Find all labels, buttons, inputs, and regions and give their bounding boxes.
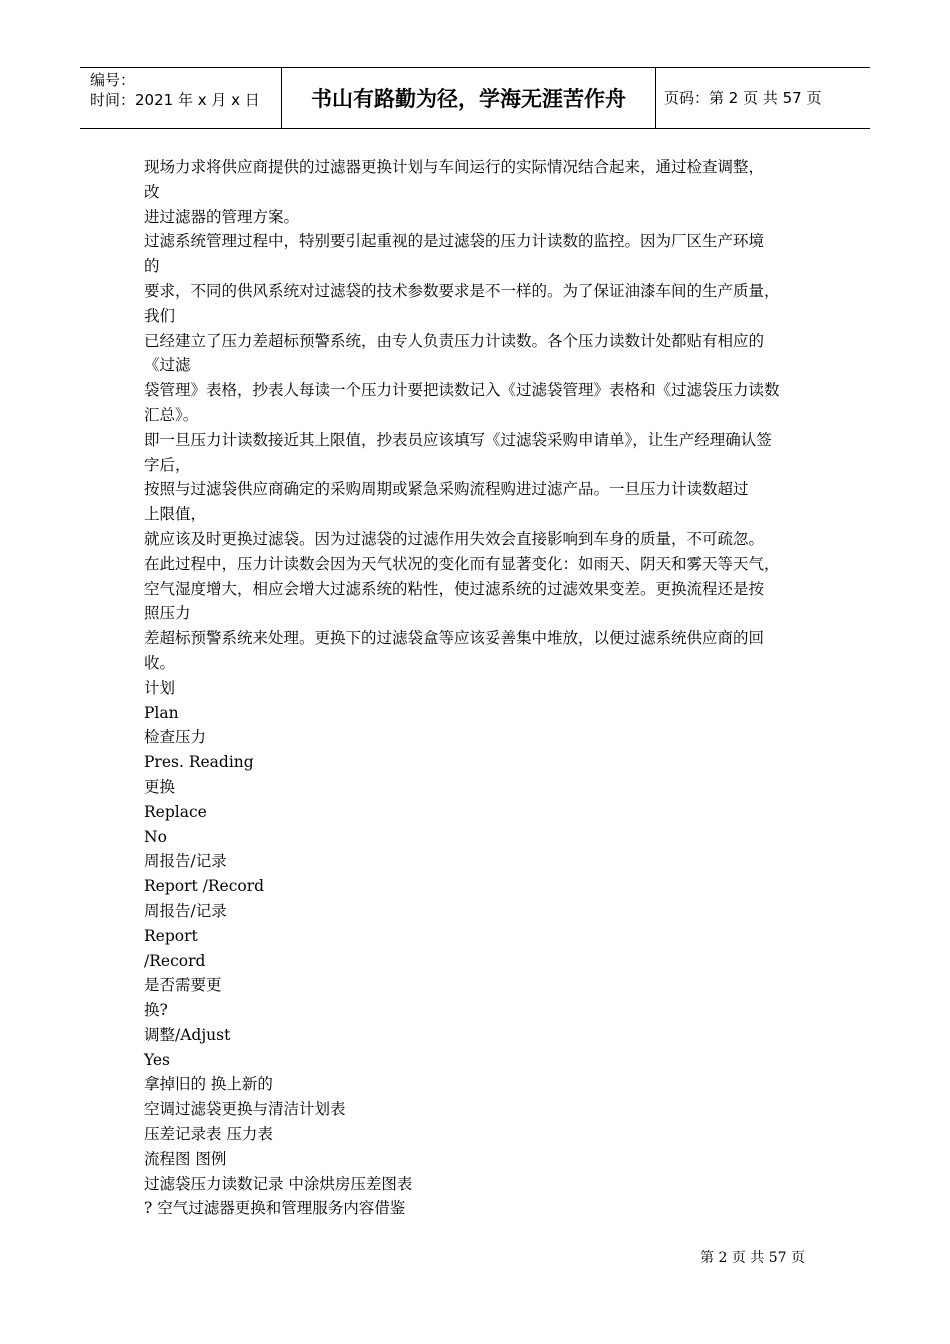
body-line: 要求，不同的供风系统对过滤袋的技术参数要求是不一样的。为了保证油漆车间的生产质量， <box>144 281 780 300</box>
body-line: Report <box>144 926 198 945</box>
body-line: Replace <box>144 802 207 821</box>
body-line: /Record <box>144 951 206 970</box>
footer-page-number: 第 2 页 共 57 页 <box>700 1250 805 1266</box>
body-line: ? 空气过滤器更换和管理服务内容借鉴 <box>144 1199 406 1218</box>
body-line: 照压力 <box>144 604 191 623</box>
body-line: 周报告/记录 <box>144 852 227 871</box>
body-line: 汇总》。 <box>144 405 199 424</box>
body-line: 收。 <box>144 653 176 672</box>
body-line: 空气湿度增大，相应会增大过滤系统的粘性，使过滤系统的过滤效果变差。更换流程还是按 <box>144 579 765 598</box>
body-line: 压差记录表 压力表 <box>144 1125 273 1144</box>
header-divider-right <box>655 67 656 128</box>
header-top-rule <box>80 67 870 68</box>
body-line: 的 <box>144 257 160 276</box>
body-line: Report /Record <box>144 877 265 896</box>
body-line: 流程图 图例 <box>144 1149 227 1168</box>
body-line: 调整/Adjust <box>144 1025 231 1044</box>
body-line: 周报告/记录 <box>144 901 227 920</box>
body-line: 进过滤器的管理方案。 <box>144 207 300 226</box>
body-line: 过滤袋压力读数记录 中涂烘房压差图表 <box>144 1174 413 1193</box>
body-line: Plan <box>144 703 179 722</box>
body-line: 字后， <box>144 455 191 474</box>
header-motto: 书山有路勤为径，学海无涯苦作舟 <box>311 87 626 111</box>
body-line: Pres. Reading <box>144 753 254 772</box>
body-line: 我们 <box>144 306 176 325</box>
body-line: 过滤系统管理过程中，特别要引起重视的是过滤袋的压力计读数的监控。因为厂区生产环境 <box>144 232 765 251</box>
body-line: 计划 <box>144 678 176 697</box>
body-line: 改 <box>144 182 160 201</box>
header-page-label: 页码：第 2 页 共 57 页 <box>664 89 822 107</box>
header-bottom-rule <box>80 128 870 129</box>
body-line: 空调过滤袋更换与清洁计划表 <box>144 1100 346 1119</box>
body-line: 拿掉旧的 换上新的 <box>144 1075 273 1094</box>
document-number-label: 编号： <box>90 71 136 89</box>
body-line: 现场力求将供应商提供的过滤器更换计划与车间运行的实际情况结合起来，通过检查调整， <box>144 158 765 176</box>
document-body <box>144 155 810 1221</box>
body-line: 就应该及时更换过滤袋。因为过滤袋的过滤作用失效会直接影响到车身的质量，不可疏忽。 <box>144 529 765 548</box>
body-line: 即一旦压力计读数接近其上限值，抄表员应该填写《过滤袋采购申请单》，让生产经理确认签 <box>144 430 772 449</box>
body-line: 在此过程中，压力计读数会因为天气状况的变化而有显著变化：如雨天、阴天和雾天等天气， <box>144 554 780 573</box>
body-line: 袋管理》表格，抄表人每读一个压力计要把读数记入《过滤袋管理》表格和《过滤袋压力读数 <box>144 381 780 400</box>
document-time-label: 时间：2021 年 x 月 x 日 <box>90 91 260 109</box>
body-line: 是否需要更 <box>144 976 222 995</box>
body-line: 《过滤 <box>144 356 191 375</box>
header-meta <box>90 70 260 110</box>
body-line: 上限值， <box>144 505 207 524</box>
body-line: No <box>144 827 167 846</box>
body-line: 已经建立了压力差超标预警系统，由专人负责压力计读数。各个压力读数计处都贴有相应的 <box>144 331 765 350</box>
body-line: 检查压力 <box>144 728 207 747</box>
body-line: Yes <box>144 1050 171 1069</box>
body-line: 更换 <box>144 777 176 796</box>
body-line: 差超标预警系统来处理。更换下的过滤袋盒等应该妥善集中堆放，以便过滤系统供应商的回 <box>144 629 765 648</box>
body-line: 换? <box>144 1001 168 1020</box>
body-line: 按照与过滤袋供应商确定的采购周期或紧急采购流程购进过滤产品。一旦压力计读数超过 <box>144 480 749 499</box>
